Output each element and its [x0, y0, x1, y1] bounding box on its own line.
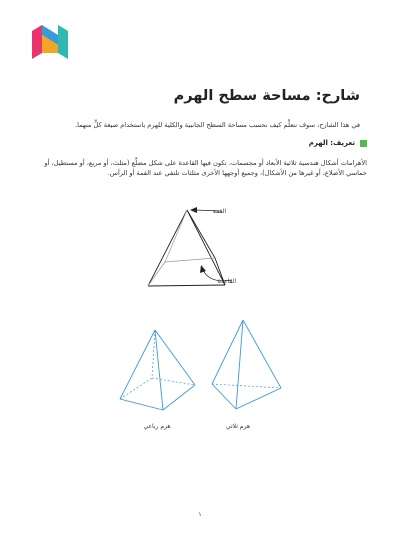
definition-heading-text: تعريف: الهرم: [308, 139, 355, 147]
triangular-pyramid-edge-2: [236, 320, 243, 409]
base-label: القاعدة: [217, 278, 236, 285]
triangular-pyramid-edge-4: [212, 384, 236, 409]
apex-label: القمة: [212, 208, 226, 215]
triangular-pyramid-label: هرم ثلاثي: [225, 423, 251, 430]
square-pyramid: [120, 330, 195, 410]
square-pyramid-hidden-1: [152, 330, 155, 378]
square-pyramid-edge-4: [120, 399, 163, 410]
triangular-pyramid-edge-5: [236, 388, 281, 409]
page-title: شارح: مساحة سطح الهرم: [173, 88, 360, 104]
definition-body: الأهرامات أشكال هندسية ثلاثية الأبعاد أو مجسمات، تكون فيها القاعدة على شكل مضلَّع (مثلث، أو مربع، أو مستطيل، أو خماسي الأضلاع، أو غيرها من الأشكال)، وجميع أوجهها الأخرى مثلثات تلتقي عند القمة أو الرأس.: [44, 159, 367, 177]
square-pyramid-edge-2: [155, 330, 163, 410]
square-pyramid-hidden-edges: [120, 330, 195, 399]
square-pyramid-edge-5: [163, 385, 195, 410]
triangular-pyramid: [212, 320, 281, 409]
square-pyramid-label: هرم رباعي: [143, 423, 171, 430]
triangular-pyramid-edge-3: [243, 320, 281, 388]
triangular-pyramid-hidden-edge: [212, 384, 281, 388]
intro-paragraph: في هذا الشارح، سوف نتعلَّم كيف نحسب مساحة السطح الجانبية والكلية للهرم باستخدام صيغة كلٍّ منهما.: [74, 121, 360, 129]
square-pyramid-hidden-2: [120, 378, 152, 399]
square-pyramid-edge-3: [155, 330, 195, 385]
square-pyramid-edge-1: [120, 330, 155, 399]
page-number: ١: [198, 511, 202, 518]
square-pyramid-hidden-3: [152, 378, 195, 385]
